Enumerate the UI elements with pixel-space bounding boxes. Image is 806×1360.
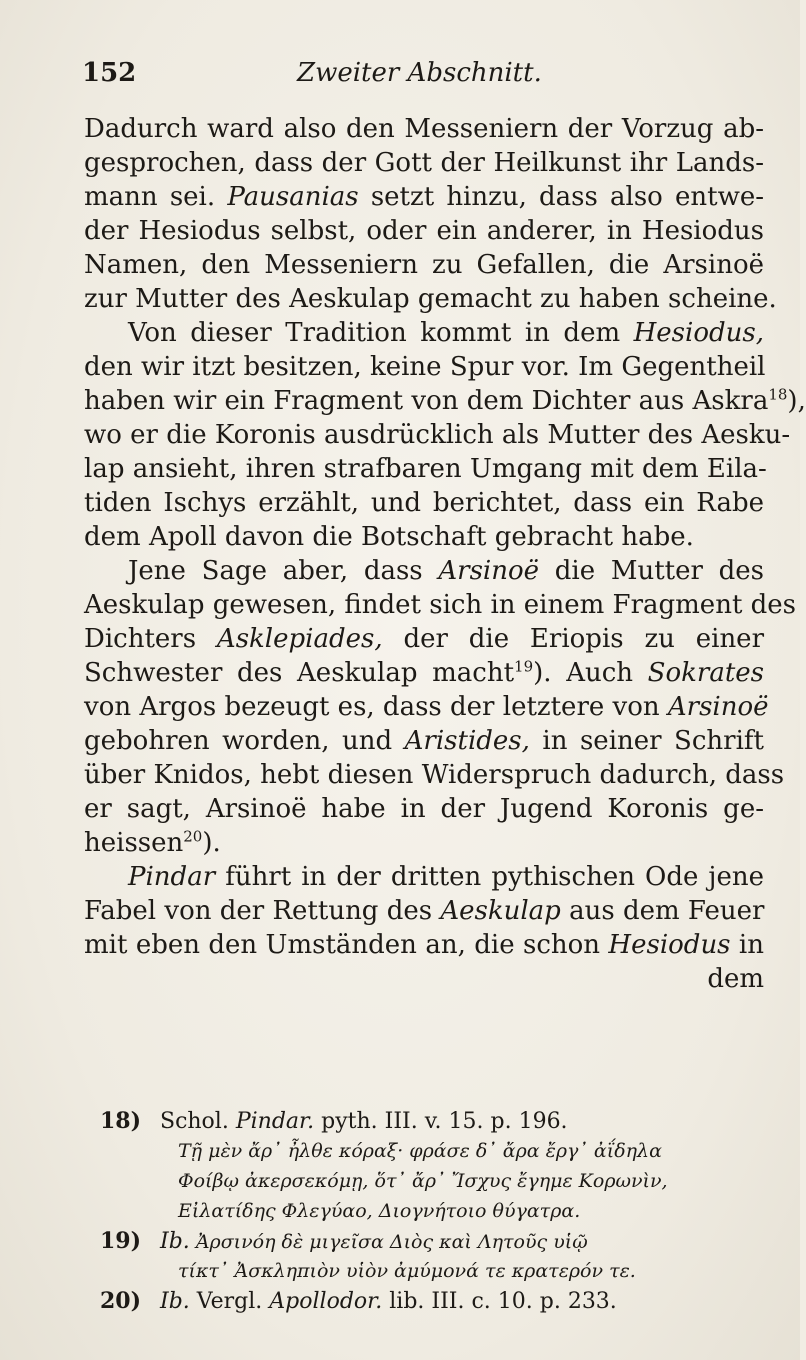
catchword: dem: [707, 964, 764, 994]
text-line: dem Apoll davon die Botschaft gebracht habe.: [84, 522, 694, 552]
greek-quote-line: τίκτ᾽ Ἀσκληπιὸν υἱὸν ἀμύμονά τε κρατερόν τε.: [178, 1260, 636, 1282]
page-header: [82, 58, 722, 94]
footnote-19: 19) Ib. Ἀρσινόη δὲ μιγεῖσα Διὸς καὶ Λητοῦς υἱῷ: [100, 1228, 588, 1254]
text-line: Aeskulap gewesen, findet sich in einem Fragment des: [84, 590, 797, 620]
text-line: von Argos bezeugt es, dass der letztere von Arsinoë: [84, 692, 769, 722]
page-number: 152: [82, 58, 137, 88]
text-line: heissen$^{20}$).: [84, 827, 221, 858]
text-line: lap ansieht, ihren strafbaren Umgang mit dem Eila-: [84, 454, 767, 484]
text-line: tiden Ischys erzählt, und berichtet, dass ein Rabe: [84, 488, 764, 518]
text-line: der Hesiodus selbst, oder ein anderer, in Hesiodus: [84, 216, 764, 246]
body-text: [84, 112, 806, 996]
greek-quote-line: Εἰλατίδης Φλεγύαο, Διογνήτοιο θύγατρα.: [178, 1200, 581, 1222]
text-line: Dichters Asklepiades, der die Eriopis zu einer: [84, 624, 764, 654]
footnote-ref-19: 19: [514, 657, 534, 676]
text-line: wo er die Koronis ausdrücklich als Mutter des Aesku-: [84, 420, 791, 450]
running-head: Zweiter Abschnitt.: [297, 58, 542, 88]
text-line: Schwester des Aeskulap macht$^{19}$). Auch Sokrates: [84, 657, 764, 688]
text-line: gesprochen, dass der Gott der Heilkunst ihr Lands-: [84, 148, 764, 178]
text-line: er sagt, Arsinoë habe in der Jugend Koronis ge-: [84, 794, 764, 824]
name-pausanias: Pausanias: [227, 182, 359, 212]
text-line: zur Mutter des Aeskulap gemacht zu haben scheine.: [84, 284, 777, 314]
footnotes: [100, 1106, 700, 1316]
text-line: Fabel von der Rettung des Aeskulap aus dem Feuer: [84, 896, 765, 926]
text-line: Namen, den Messeniern zu Gefallen, die Arsinoë: [84, 250, 764, 280]
text-line: den wir itzt besitzen, keine Spur vor. Im Gegentheil: [84, 352, 766, 382]
footnote-20: 20) Ib. Vergl. Apollodor. lib. III. c. 10. p. 233.: [100, 1288, 617, 1314]
text-line: mit eben den Umständen an, die schon Hesiodus in: [84, 930, 764, 960]
footnote-ref-20: 20: [183, 827, 203, 846]
footnote-18: 18) Schol. Pindar. pyth. III. v. 15. p. 196.: [100, 1108, 568, 1134]
footnote-ref-18: 18: [768, 385, 788, 404]
greek-quote-line: Φοίβῳ ἀκερσεκόμῃ, ὅτ᾽ ἄρ᾽ Ἴσχυς ἔγημε Κορωνὶν,: [178, 1170, 668, 1192]
text-line: über Knidos, hebt diesen Widerspruch dadurch, dass: [84, 760, 785, 790]
text-line: haben wir ein Fragment von dem Dichter aus Askra$^{18}$),: [84, 385, 806, 416]
text-line: Dadurch ward also den Messeniern der Vorzug ab-: [84, 114, 764, 144]
paragraph-start: Pindar führt in der dritten pythischen Ode jene: [128, 862, 764, 892]
greek-quote-line: Τῇ μὲν ἄρ᾽ ἦλθε κόραξ· φράσε δ᾽ ἄρα ἔργ᾽ ἀΐδηλα: [178, 1140, 662, 1162]
paragraph-start: Jene Sage aber, dass Arsinoë die Mutter des: [128, 556, 764, 586]
text-line: gebohren worden, und Aristides, in seiner Schrift: [84, 726, 764, 756]
text-line: mann sei. Pausanias setzt hinzu, dass also entwe-: [84, 182, 765, 212]
paragraph-start: Von dieser Tradition kommt in dem Hesiodus,: [128, 318, 764, 348]
